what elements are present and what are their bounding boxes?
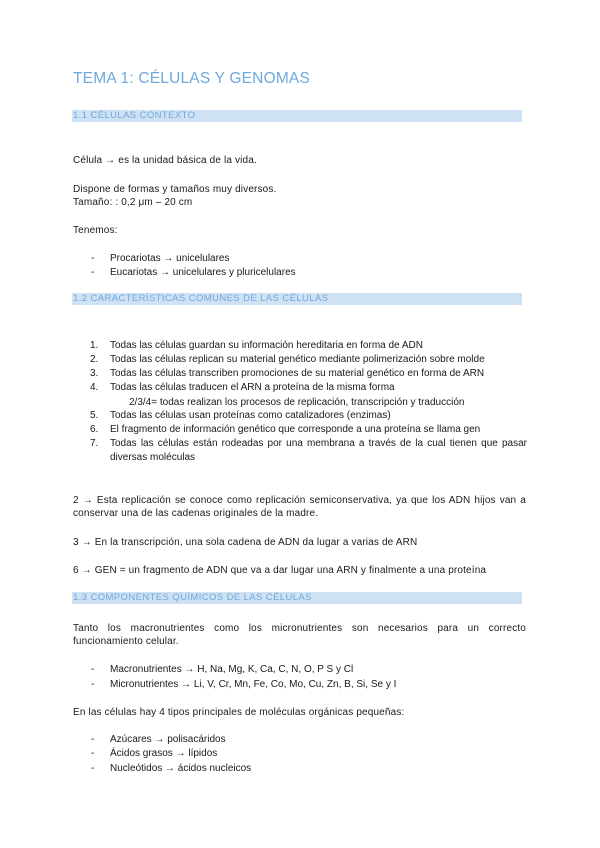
list-item-text: Nucleótidos → ácidos nucleicos [110,763,252,774]
bullet-dash: - [91,253,95,264]
paragraph: 2 → Esta replicación se conoce como replicación semiconservativa, ya que los ADN hijos van a conservar una de las cadenas originales de la madre. [73,495,526,519]
list-item-text: Ácidos grasos → lípidos [110,748,218,759]
section-heading-caracteristicas: 1.2 CARACTERÍSTICAS COMUNES DE LAS CÉLULAS [72,293,522,305]
item-number: 1. [90,340,99,351]
bullet-dash: - [91,679,95,690]
list-item-text: Procariotas → unicelulares [110,253,230,264]
item-number: 3. [90,368,99,379]
paragraph: Tamaño: : 0,2 μm – 20 cm [73,197,193,208]
bullet-dash: - [91,748,95,759]
item-note: 2/3/4= todas realizan los procesos de replicación, transcripción y traducción [129,397,465,408]
item-text: Todas las células replican su material genético mediante polimerización sobre molde [110,354,485,365]
bullet-dash: - [91,267,95,278]
paragraph: En las células hay 4 tipos principales de moléculas orgánicas pequeñas: [73,707,405,718]
paragraph: Célula → es la unidad básica de la vida. [73,155,257,166]
item-number: 7. [90,438,99,449]
item-text: Todas las células transcriben promociones de su material genético en forma de ARN [110,368,485,379]
item-number: 6. [90,424,99,435]
bullet-dash: - [91,664,95,675]
paragraph: Dispone de formas y tamaños muy diversos. [73,184,277,195]
page-title: TEMA 1: CÉLULAS Y GENOMAS [73,70,311,87]
bullet-dash: - [91,734,95,745]
list-item-text: Macronutrientes → H, Na, Mg, K, Ca, C, N, O, P S y Cl [110,664,354,675]
paragraph: 6 → GEN = un fragmento de ADN que va a dar lugar una ARN y finalmente a una proteína [73,565,487,576]
item-number: 2. [90,354,99,365]
paragraph: 3 → En la transcripción, una sola cadena de ADN da lugar a varias de ARN [73,537,418,548]
item-number: 4. [90,382,99,393]
item-text: Todas las células guardan su información hereditaria en forma de ADN [110,340,423,351]
item-text: Todas las células usan proteínas como catalizadores (enzimas) [110,410,391,421]
item-number: 5. [90,410,99,421]
item-text: Todas las células están rodeadas por una membrana a través de la cual tienen que pasar diversas moléculas [110,438,527,463]
section-heading-celulas-contexto: 1.1 CÉLULAS CONTEXTO [72,110,522,122]
bullet-dash: - [91,763,95,774]
section-heading-componentes: 1.3 COMPONENTES QUÍMICOS DE LAS CÉLULAS [72,592,522,604]
paragraph: Tanto los macronutrientes como los micronutrientes son necesarios para un correcto funcionamiento celular. [73,623,526,647]
item-text: El fragmento de información genético que corresponde a una proteína se llama gen [110,424,481,435]
paragraph: Tenemos: [73,225,118,236]
list-item-text: Eucariotas → unicelulares y pluricelulares [110,267,296,278]
list-item-text: Azúcares → polisacáridos [110,734,226,745]
list-item-text: Micronutrientes → Li, V, Cr, Mn, Fe, Co, Mo, Cu, Zn, B, Si, Se y I [110,679,397,690]
item-text: Todas las células traducen el ARN a proteína de la misma forma [110,382,395,393]
